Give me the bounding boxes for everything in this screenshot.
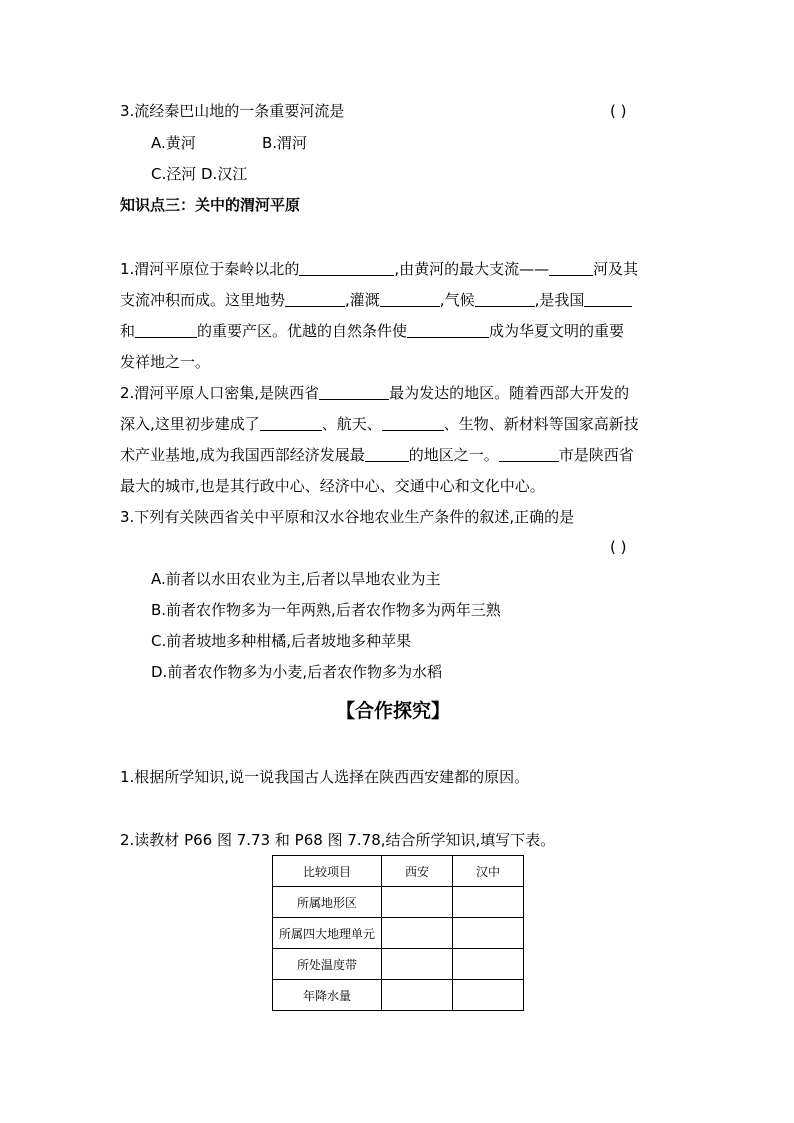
k2-text: 市是陕西省 — [558, 446, 634, 464]
table-cell-xian[interactable] — [382, 949, 453, 980]
k1-line-4: 发祥地之一。 — [120, 353, 211, 371]
k3-stem: 3.下列有关陕西省关中平原和汉水谷地农业生产条件的叙述,正确的是 — [120, 508, 575, 526]
table-row — [273, 949, 524, 980]
fill-blank[interactable] — [285, 290, 345, 307]
table-header-cell: 汉中 — [453, 856, 524, 887]
table-cell-hanzhong[interactable] — [453, 949, 524, 980]
fill-blank[interactable] — [407, 321, 489, 338]
table-cell-xian[interactable] — [382, 980, 453, 1011]
table-header-cell: 比较项目 — [273, 856, 382, 887]
k3-option-b: B.前者农作物多为一年两熟,后者农作物多为两年三熟 — [151, 601, 501, 619]
k2-text: 术产业基地,成为我国西部经济发展最 — [120, 446, 365, 464]
fill-blank[interactable] — [549, 259, 593, 276]
q3-option-cd: C.泾河 D.汉江 — [151, 165, 248, 183]
q3-option-b: B.渭河 — [262, 134, 308, 152]
table-cell-hanzhong[interactable] — [453, 980, 524, 1011]
k1-text: ,是我国 — [534, 291, 585, 309]
k1-text: ,由黄河的最大支流—— — [394, 260, 550, 278]
fill-blank[interactable] — [299, 259, 394, 276]
fill-blank[interactable] — [475, 290, 535, 307]
table-row — [273, 918, 524, 949]
k2-text: 2.渭河平原人口密集,是陕西省 — [120, 384, 320, 402]
coop-question-2: 2.读教材 P66 图 7.73 和 P68 图 7.78,结合所学知识,填写下表。 — [120, 831, 556, 849]
section-title: 知识点三：关中的渭河平原 — [120, 196, 301, 214]
k1-text: 成为华夏文明的重要 — [489, 322, 625, 340]
k2-text: 、生物、新材料等国家高新技 — [443, 415, 639, 433]
coop-question-1: 1.根据所学知识,说一说我国古人选择在陕西西安建都的原因。 — [120, 768, 530, 786]
k1-text: 和 — [120, 322, 136, 340]
fill-blank[interactable] — [135, 321, 197, 338]
k3-answer-paren: ( ) — [610, 538, 627, 556]
q3-answer-paren: ( ) — [610, 102, 627, 120]
k1-line-2 — [120, 289, 632, 311]
k1-text: 支流冲积而成。这里地势 — [120, 291, 286, 309]
k1-line-3 — [120, 320, 624, 342]
k2-line-3 — [120, 444, 634, 466]
table-cell-xian[interactable] — [382, 887, 453, 918]
k1-text: 河及其 — [593, 260, 639, 278]
k1-text: ,灌溉 — [345, 291, 380, 309]
k1-text: ,气候 — [439, 291, 475, 309]
table-cell-hanzhong[interactable] — [453, 918, 524, 949]
fill-blank[interactable] — [380, 290, 440, 307]
k2-text: 、航天、 — [321, 415, 382, 433]
k2-line-2 — [120, 413, 639, 435]
coop-heading: 【合作探究】 — [336, 700, 451, 722]
table-row-label: 年降水量 — [273, 980, 382, 1011]
k1-text: 的重要产区。优越的自然条件使 — [197, 322, 408, 340]
k2-text: 深入,这里初步建成了 — [120, 415, 260, 433]
fill-blank[interactable] — [382, 414, 444, 431]
table-row — [273, 980, 524, 1011]
table-cell-hanzhong[interactable] — [453, 887, 524, 918]
fill-blank[interactable] — [584, 290, 632, 307]
k2-line-1 — [120, 382, 629, 404]
table-header-cell: 西安 — [382, 856, 453, 887]
table-header-row — [273, 856, 524, 887]
k1-text: 1.渭河平原位于秦岭以北的 — [120, 260, 300, 278]
fill-blank[interactable] — [260, 414, 322, 431]
k2-text: 的地区之一。 — [408, 446, 499, 464]
q3-stem: 3.流经秦巴山地的一条重要河流是 — [120, 102, 345, 120]
k3-option-a: A.前者以水田农业为主,后者以旱地农业为主 — [151, 570, 441, 588]
fill-blank[interactable] — [365, 445, 409, 462]
table-cell-xian[interactable] — [382, 918, 453, 949]
table-row-label: 所处温度带 — [273, 949, 382, 980]
table-row-label: 所属地形区 — [273, 887, 382, 918]
k2-text: 最为发达的地区。随着西部大开发的 — [389, 384, 630, 402]
k2-line-4: 最大的城市,也是其行政中心、经济中心、交通中心和文化中心。 — [120, 477, 545, 495]
k3-option-c: C.前者坡地多种柑橘,后者坡地多种苹果 — [151, 632, 412, 650]
k3-option-d: D.前者农作物多为小麦,后者农作物多为水稻 — [151, 663, 443, 681]
table-row — [273, 887, 524, 918]
comparison-table — [272, 855, 524, 1011]
fill-blank[interactable] — [319, 383, 389, 400]
k1-line-1 — [120, 258, 638, 280]
fill-blank[interactable] — [499, 445, 559, 462]
q3-option-a: A.黄河 — [151, 134, 196, 152]
table-row-label: 所属四大地理单元 — [273, 918, 382, 949]
